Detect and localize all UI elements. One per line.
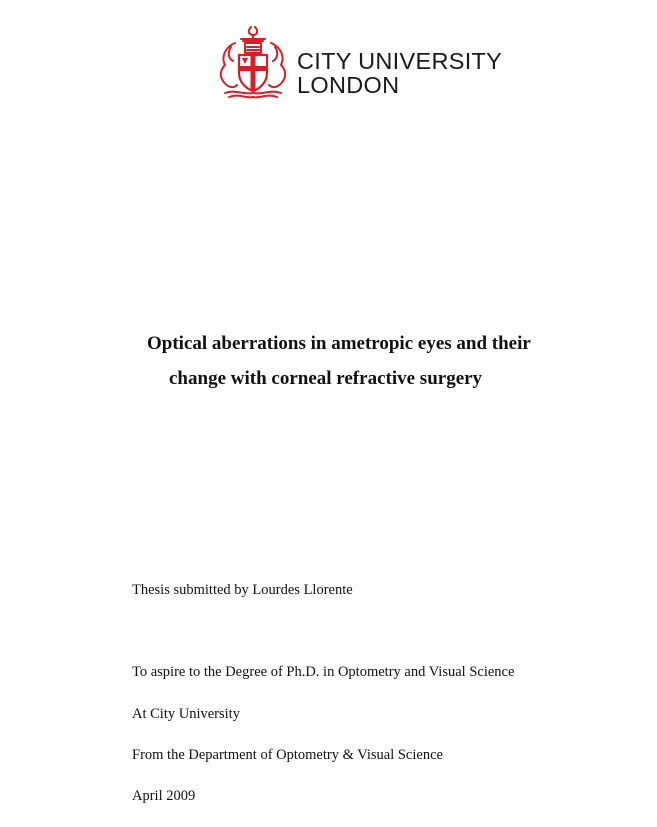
submitted-by: Thesis submitted by Lourdes Llorente [132,582,353,598]
department-statement: From the Department of Optometry & Visual Science [132,747,443,763]
thesis-title-line-2: change with corneal refractive surgery [169,368,483,389]
university-logo [215,23,503,105]
university-statement: At City University [132,706,240,722]
submission-date: April 2009 [132,788,196,804]
thesis-title-line-1: Optical aberrations in ametropic eyes and their [147,333,531,354]
degree-statement: To aspire to the Degree of Ph.D. in Optometry and Visual Science [132,664,515,680]
logo-text-line-1: CITY UNIVERSITY [297,48,503,74]
logo-text-line-2: LONDON [297,72,400,98]
city-university-crest-icon [215,23,293,103]
